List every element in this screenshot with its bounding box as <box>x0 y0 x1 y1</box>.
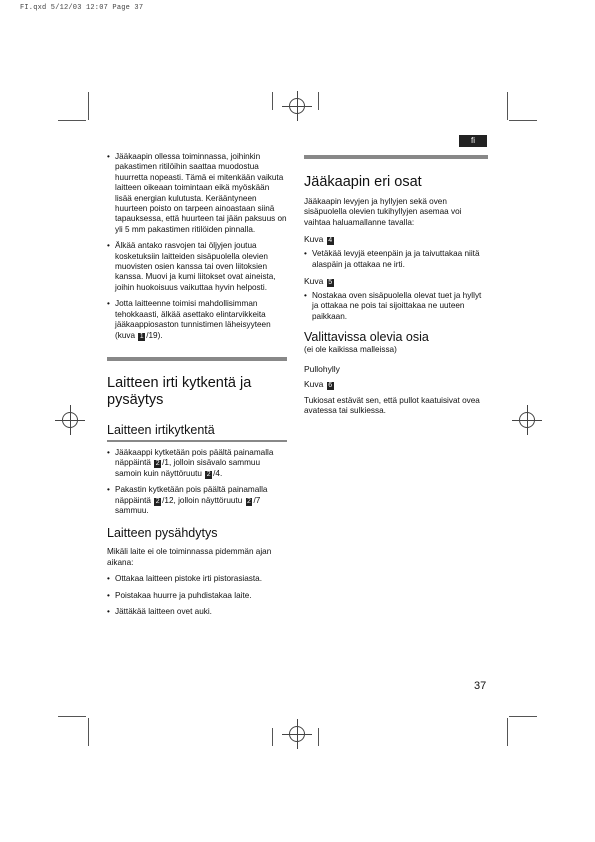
figure-ref-badge: 5 <box>328 279 333 287</box>
figure-ref-badge: 1 <box>139 332 144 340</box>
section-title: Jääkaapin eri osat <box>304 174 422 190</box>
paragraph: Jääkaapin levyjen ja hyllyjen sekä oven sisäpuolella olevien tukihyllyjen asemaa voi vaihtaa haluamallanne tavalla: <box>304 197 462 227</box>
crop-mark <box>509 120 537 121</box>
file-slug: FI.qxd 5/12/03 12:07 Page 37 <box>20 4 144 12</box>
list-item: • Jotta laitteenne toimisi mahdollisimman tehokkaasti, älkää asettako elintarvikkeita jääkaappiosaston tunnistimen läheisyyteen (kuva 1 /19). <box>107 299 287 341</box>
crop-mark <box>509 716 537 717</box>
list-item: • Vetäkää levyjä eteenpäin ja ja taivuttakaa niitä alaspäin ja ottakaa ne irti. <box>304 249 488 270</box>
crop-mark <box>88 718 89 746</box>
figure-ref-badge: 6 <box>328 382 333 390</box>
subsection-title: Valittavissa olevia osia <box>304 330 429 345</box>
figure-ref-badge: 2 <box>155 497 160 505</box>
list-item: • Jääkaapin ollessa toiminnassa, joihinkin pakastimen ritilöihin saattaa muodostua huurretta nopeasti. Tämä ei mitenkään vaikuta laitteen oikeaan toimintaan eikä myöskään lisää energian kulutusta. Kerääntyneen huurteen poisto on tarpeen ainoastaan siinä tapauksessa, että huurteen tai jään paksuus on yli 5 mm pakastimen ritilöiden pinnalla. <box>107 152 287 235</box>
page-number: 37 <box>474 680 487 692</box>
figure-label: Kuva 5 <box>304 276 333 287</box>
registration-mark-icon <box>289 98 305 114</box>
bullet-list <box>304 249 488 270</box>
crop-mark <box>58 120 86 121</box>
section-rule <box>107 440 287 442</box>
registration-mark-icon <box>289 726 305 742</box>
figure-ref-badge: 2 <box>206 470 211 478</box>
registration-mark-icon <box>519 412 535 428</box>
right-column <box>304 152 488 417</box>
section-title: Laitteen irti kytkentä ja pysäytys <box>107 374 252 408</box>
paragraph: Tukiosat estävät sen, että pullot kaatuisivat ovea avatessa tai sulkiessa. <box>304 396 480 416</box>
paragraph: Mikäli laite ei ole toiminnassa pidemmän ajan aikana: <box>107 547 272 567</box>
list-item: • Poistakaa huurre ja puhdistakaa laite. <box>107 591 287 601</box>
shutdown-bullet-list <box>107 448 287 516</box>
figure-label: Kuva 6 <box>304 379 333 390</box>
stop-bullet-list <box>107 574 287 617</box>
language-tab: fi <box>459 135 487 147</box>
crop-mark <box>88 92 89 120</box>
figure-ref-badge: 2 <box>155 460 160 468</box>
list-item: • Ottakaa laitteen pistoke irti pistorasiasta. <box>107 574 287 584</box>
list-item: • Jääkaappi kytketään pois päältä painamalla näppäintä 2 /1, jolloin sisävalo sammuu samoin kuin näyttöruutu 2 /4. <box>107 448 287 479</box>
crop-mark <box>272 728 273 746</box>
crop-mark <box>507 92 508 120</box>
bullet-list <box>304 291 488 322</box>
left-column <box>107 152 287 623</box>
subsection-title: Laitteen pysähdytys <box>107 526 218 541</box>
crop-mark <box>318 728 319 746</box>
list-item: • Nostakaa oven sisäpuolella olevat tuet ja hyllyt ja ottakaa ne pois tai sijoittakaa ne uuteen paikkaan. <box>304 291 488 322</box>
figure-label: Kuva 4 <box>304 234 333 245</box>
registration-mark-icon <box>62 412 78 428</box>
section-rule <box>304 155 488 159</box>
subsection-title: Laitteen irtikytkentä <box>107 422 215 437</box>
list-item: • Pakastin kytketään pois päältä painamalla näppäintä 2 /12, jolloin näyttöruutu 2 /7 sammuu. <box>107 485 287 516</box>
figure-ref-badge: 2 <box>247 497 251 505</box>
item-label: Pullohylly <box>304 363 340 374</box>
crop-mark <box>272 92 273 110</box>
intro-bullet-list <box>107 152 287 341</box>
crop-mark <box>507 718 508 746</box>
list-item: • Jättäkää laitteen ovet auki. <box>107 607 287 617</box>
figure-ref-badge: 4 <box>328 237 333 245</box>
crop-mark <box>318 92 319 110</box>
note-text: (ei ole kaikissa malleissa) <box>304 345 397 355</box>
section-rule <box>107 357 287 361</box>
crop-mark <box>58 716 86 717</box>
list-item: • Älkää antako rasvojen tai öljyjen joutua kosketuksiin laitteiden sisäpuolella olevien muovisten osien kanssa tai oven liitoksien kanssa. Muovi ja kumi liitokset ovat aineista, joihin huokoisuus vaikuttaa hyvin helposti. <box>107 241 287 293</box>
